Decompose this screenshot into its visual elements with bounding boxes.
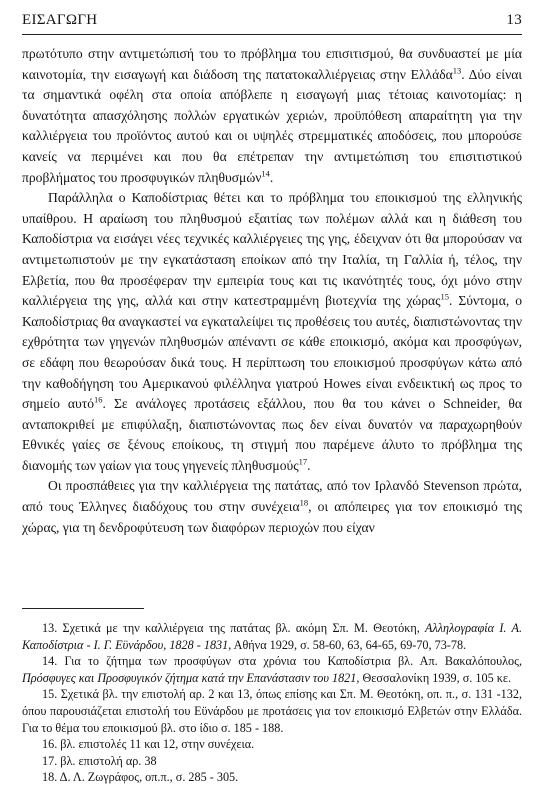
footnote	[22, 753, 522, 770]
footnote-ref: 15	[440, 291, 450, 302]
text-run: , Θεσσαλονίκη 1939, σ. 105 κε.	[356, 670, 512, 685]
text-run: Παράλληλα ο Καποδίστριας θέτει και το πρόβλημα του εποικισμού της ελληνικής υπαίθρου. Η αραίωση του πληθυσμού εξαιτίας των πολέμων αλλά και η διάθεση του Καποδίστρια να εισάγει νέες τεχνικές καλλιέργειες της γης, έδειχναν ότι θα μπορούσαν να αντιμετωπιστούν με την εγκατάσταση εποίκων από την Ιταλία, τη Γαλλία ή, τέλος, την Ελβετία, που θα προσέφεραν την εμπειρία τους και τις ικανότητές τους, όχι μόνο στην καλλιέργεια της γης, αλλά και στην κατεστραμμένη βιοτεχνία της χώρας	[22, 190, 522, 309]
footnotes	[22, 620, 522, 786]
footnote	[22, 620, 522, 653]
text-run: . Δύο είναι τα σημαντικά οφέλη στα οποία απόβλεπε η εισαγωγή μιας τέτοιας καινοτομίας: η δυνατότητα απασχόλησης πολλών εργατικών χεριών, προϋπόθεση απαραίτητη για την καλλιέργεια του προϊόντος αυτού και οι υψηλές στρεμματικές αποδόσεις, που μπορούσε κανείς να περιμένει και που θα επέτρεπαν την αντιμετώπιση του επισιτιστικού προβλήματος του προσφυγικών πληθυσμών	[22, 66, 522, 185]
paragraph	[22, 476, 522, 538]
footnote-ref: 14	[261, 168, 270, 179]
text-run: 18. Δ. Λ. Ζωγράφος, οπ.π., σ. 285 - 305.	[42, 770, 239, 785]
footnote-ref: 18	[299, 497, 309, 508]
text-run: , Αθήνα 1929, σ. 58-60, 63, 64-65, 69-70, 73-78.	[228, 637, 467, 652]
page-number: 13	[506, 12, 522, 28]
footnote-separator	[22, 608, 144, 609]
text-run: . Σύντομα, ο Καποδίστριας θα αναγκαστεί να εγκαταλείψει τις προθέσεις του αυτές, διαπιστώνοντας την εχθρότητα των γηγενών πληθυσμών απέναντι σε κάθε εποικισμό, ακόμα και προσφύγων, σε εδάφη που θεωρούσαν δικά τους. Η περίπτωση του εποικισμού προσφύγων κάτω από την καθοδήγηση του Αμερικανού φιλέλληνα γιατρού Howes είναι ενδεικτική ως προς το σημείο αυτό	[22, 293, 523, 412]
footnote	[22, 769, 522, 786]
footnote-ref: 17	[298, 456, 308, 467]
footnote-ref: 13	[452, 65, 462, 76]
header-rule	[22, 34, 522, 35]
text-run: , οι απόπειρες για τον εποικισμό της χώρας, για τη δενδροφύτευση των διαφόρων περιοχών που είχαν	[22, 499, 522, 535]
text-run: 13. Σχετικά με την καλλιέργεια της πατάτας βλ. ακόμη Σπ. Μ. Θεοτόκη,	[42, 621, 426, 635]
chapter-title: ΕΙΣΑΓΩΓΗ	[22, 12, 98, 28]
footnote	[22, 686, 522, 736]
book-title: Αλληλογραφία Ι. Α. Καποδίστρια - Ι. Γ. Εϋνάρδου, 1828 - 1831	[22, 621, 522, 652]
text-run: .	[269, 169, 274, 185]
main-text	[22, 44, 522, 538]
footnote-ref: 16	[94, 394, 103, 405]
text-run: 14. Για το ζήτημα των προσφύγων στα χρόνια του Καποδίστρια βλ. Απ. Βακαλόπουλος,	[42, 654, 522, 669]
book-title: Πρόσφυγες και Προσφυγικόν ζήτημα κατά την Επανάστασιν του 1821	[22, 670, 357, 685]
footnote	[22, 736, 522, 753]
text-run: 15. Σχετικά βλ. την επιστολή αρ. 2 και 13, όπως επίσης και Σπ. Μ. Θεοτόκη, οπ. π., σ. 131 -132, όπου παρουσιάζεται επιστολή του Εϋνάρδου με προτάσεις για τον εποικισμό Ελβετών στην Ελλάδα. Για το θέμα του εποικισμού βλ. στο ίδιο σ. 185 - 188.	[22, 687, 522, 735]
footnote	[22, 653, 522, 686]
running-header	[22, 12, 522, 29]
paragraph	[22, 44, 522, 188]
paragraph	[22, 188, 522, 476]
text-run: πρωτότυπο στην αντιμετώπισή του το πρόβλημα του επισιτισμού, θα συνδυαστεί με μία καινοτομία, την εισαγωγή και διάδοση της πατατοκαλλιέργειας στην Ελλάδα	[22, 46, 522, 82]
text-run: 16. βλ. επιστολές 11 και 12, στην συνέχεια.	[42, 737, 255, 752]
text-run: Οι προσπάθειες για την καλλιέργεια της πατάτας, από τον Ιρλανδό Stevenson πρώτα, από τους Έλληνες διαδόχους του στην συνέχεια	[22, 478, 522, 515]
text-run: 17. βλ. επιστολή αρ. 38	[42, 753, 157, 768]
text-run: .	[307, 457, 311, 473]
text-run: . Σε ανάλογες προτάσεις εξάλλου, που θα του κάνει ο Schneider, θα ανταποκριθεί με επιφύλαξη, διαπιστώνοντας πως δεν είναι δυνατόν να παραχωρηθούν Εθνικές γαίες σε ξένους εποίκους, τη στιγμή που παρέμενε άλυτο το πρόβλημα της διανομής των γαίων για τους γηγενείς πληθυσμούς	[22, 396, 522, 473]
